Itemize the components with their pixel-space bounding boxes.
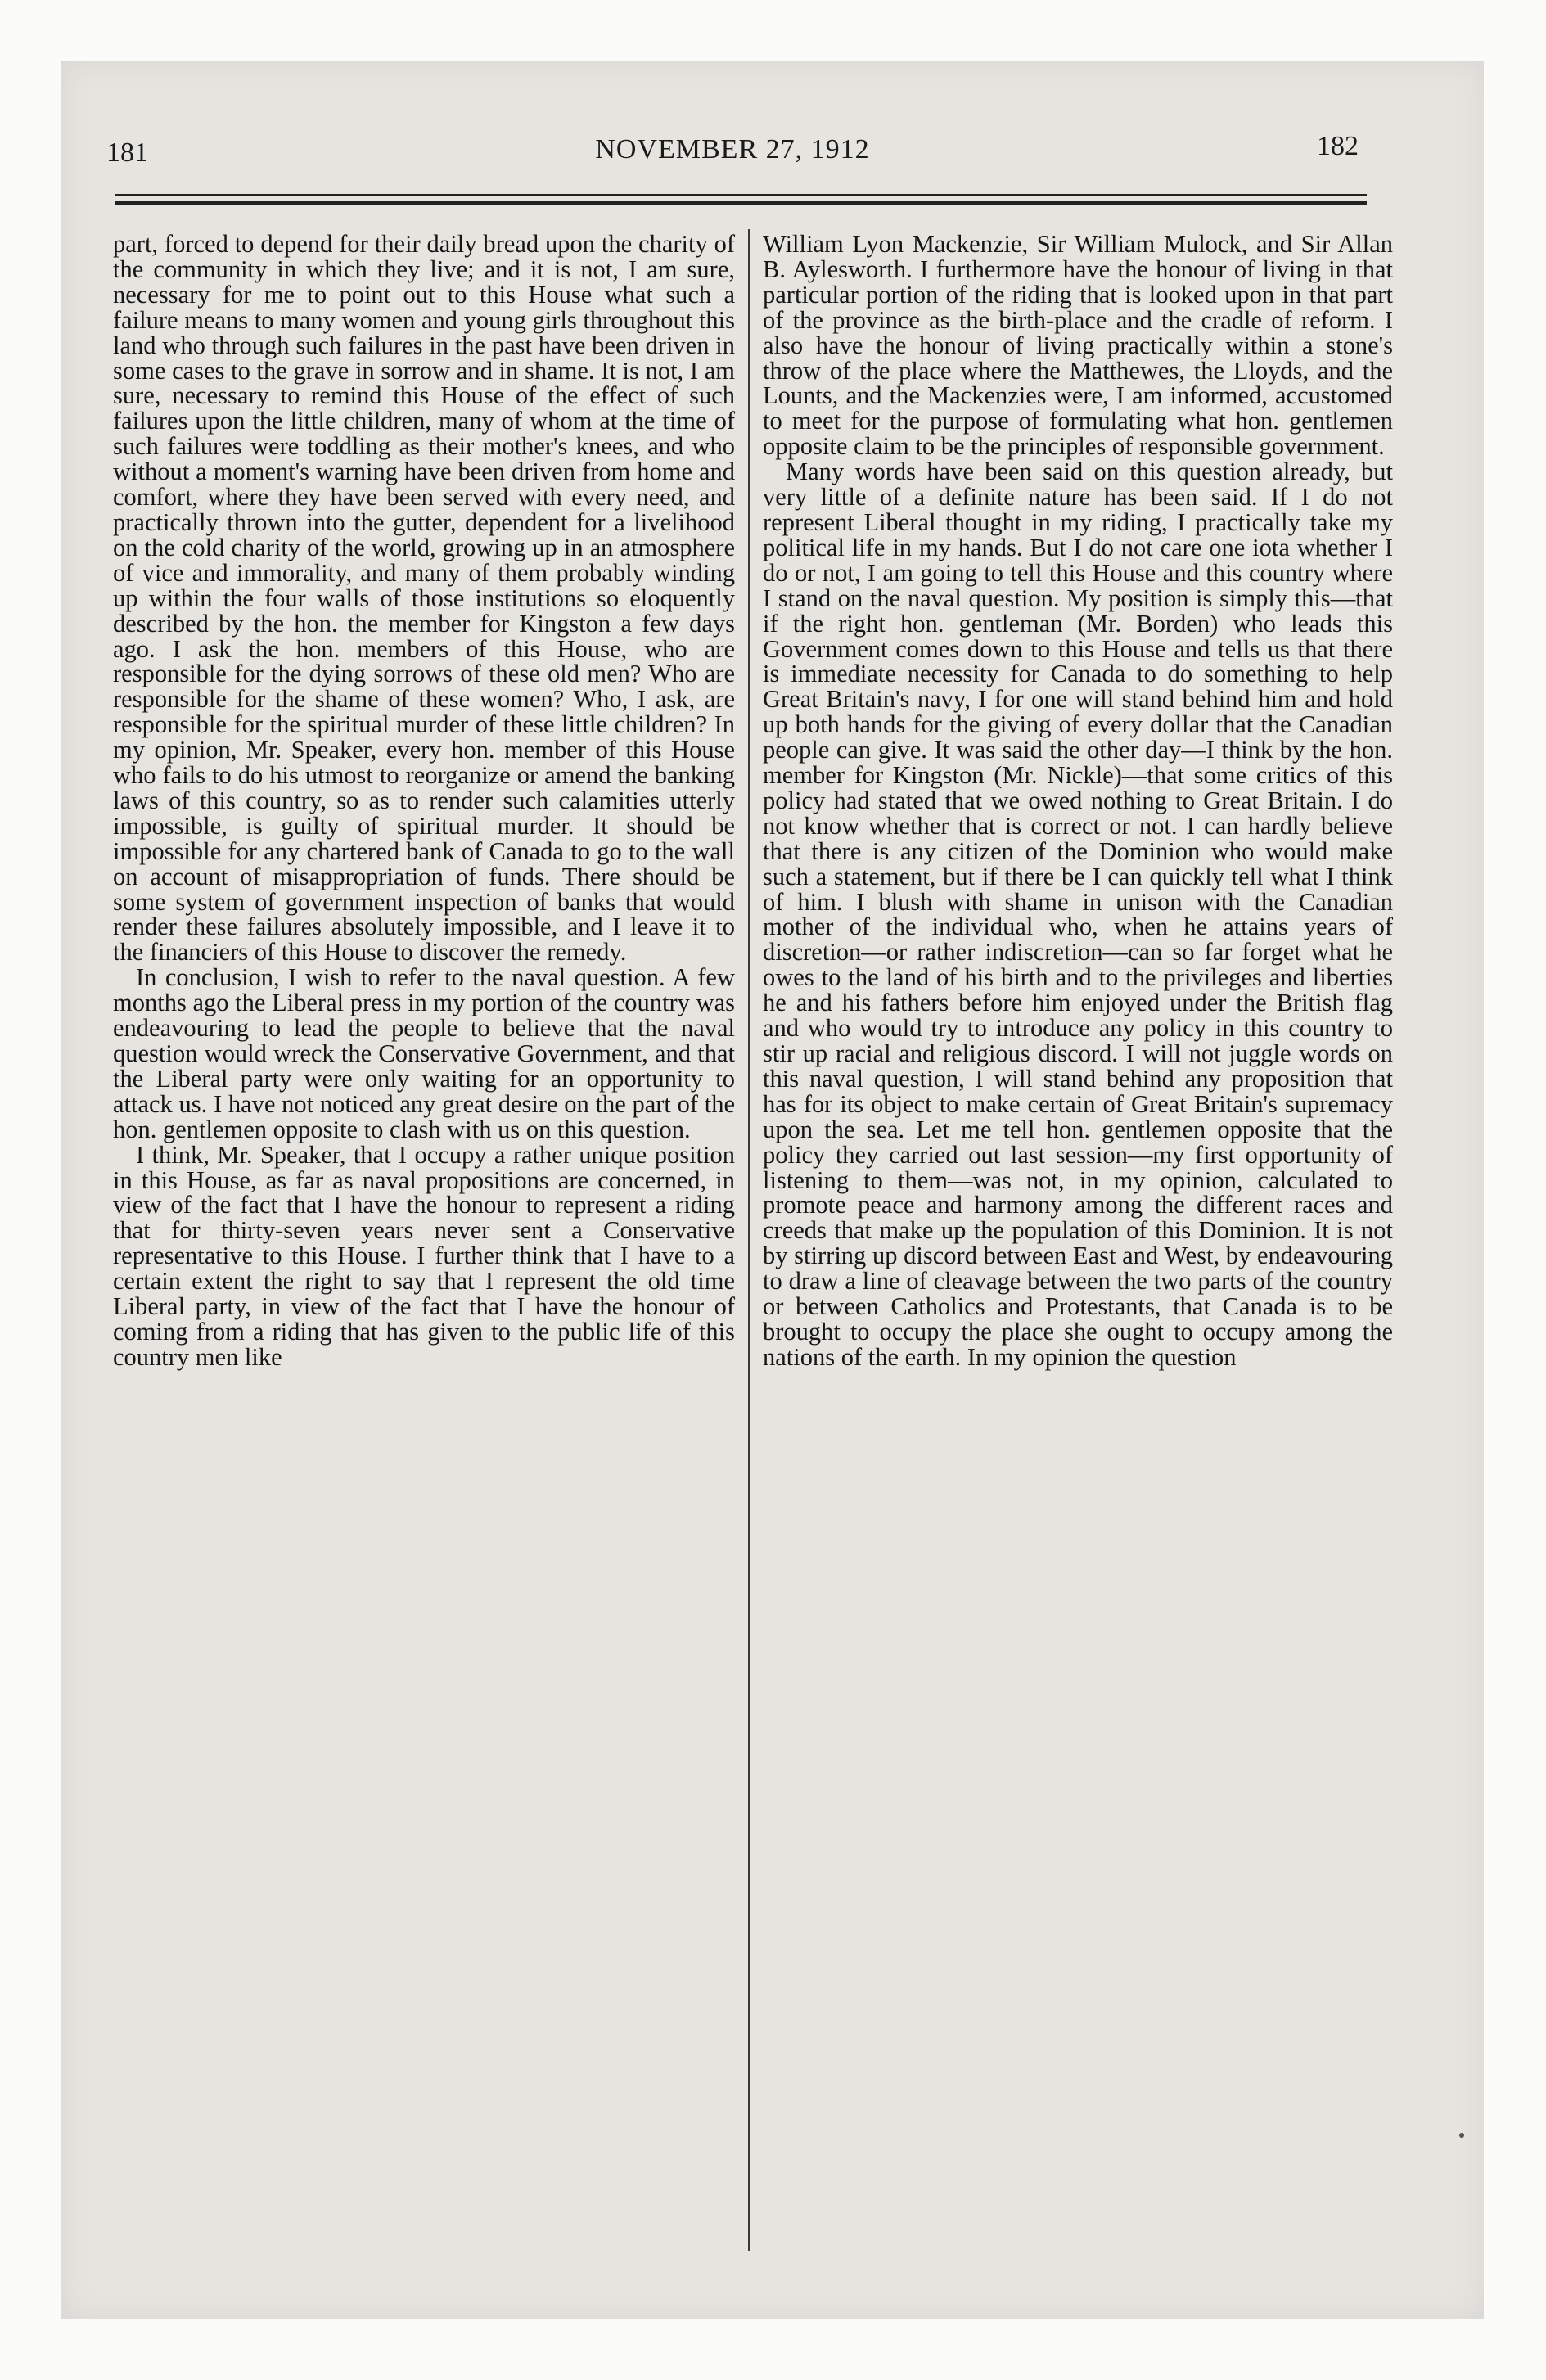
header-rule-thick (115, 201, 1367, 205)
header-rule-thin (115, 194, 1367, 196)
left-column (113, 232, 735, 1370)
column-divider (748, 229, 750, 2251)
header-date: NOVEMBER 27, 1912 (595, 134, 870, 165)
page-number-right: 182 (1317, 131, 1359, 161)
right-column (763, 232, 1393, 1370)
scan-speck (1459, 2133, 1464, 2138)
paragraph: part, forced to depend for their daily bread upon the charity of the community in which they live; and it is not, I am sure, necessary for me to point out to this House what such a failure means to many women and young girls throughout this land who through such failures in the past have been driven in some cases to the grave in sorrow and in shame. It is not, I am sure, necessary to remind this House of the effect of such failures upon the little children, many of whom at the time of such failures were toddling as their mother's knees, and who without a moment's warning have been driven from home and comfort, where they have been served with every need, and practically thrown into the gutter, dependent for a livelihood on the cold charity of the world, growing up in an atmosphere of vice and immorality, and many of them probably winding up within the four walls of those institutions so eloquently described by the hon. the member for Kingston a few days ago. I ask the hon. members of this House, who are responsible for the dying sorrows of these old men? Who are responsible for the shame of these women? Who, I ask, are responsible for the spiritual murder of these little children? In my opinion, Mr. Speaker, every hon. member of this House who fails to do his utmost to reorganize or amend the banking laws of this country, so as to render such calamities utterly impossible, is guilty of spiritual murder. It should be impossible for any chartered bank of Canada to go to the wall on account of misappropriation of funds. There should be some system of government inspection of banks that would render these failures absolutely impossible, and I leave it to the financiers of this House to discover the remedy. (113, 230, 735, 967)
page-header (106, 123, 1359, 172)
paragraph: Many words have been said on this question already, but very little of a definite nature has been said. If I do not represent Liberal thought in my riding, I practically take my political life in my hands. But I do not care one iota whether I do or not, I am going to tell this House and this country where I stand on the naval question. My position is simply this—that if the right hon. gentleman (Mr. Borden) who leads this Government comes down to this House and tells us that there is immediate necessity for Canada to do something to help Great Britain's navy, I for one will stand behind him and hold up both hands for the giving of every dollar that the Canadian people can give. It was said the other day—I think by the hon. member for Kingston (Mr. Nickle)—that some critics of this policy had stated that we owed nothing to Great Britain. I do not know whether that is correct or not. I can hardly believe that there is any citizen of the Dominion who would make such a statement, but if there be I can quickly tell what I think of him. I blush with shame in unison with the Canadian mother of the individual who, when he attains years of discretion—or rather indiscretion—can so far forget what he owes to the land of his birth and to the privileges and liberties he and his fathers before him enjoyed under the British flag and who would try to introduce any policy in this country to stir up racial and religious discord. I will not juggle words on this naval question, I will stand behind any proposition that has for its object to make certain of Great Britain's supremacy upon the sea. Let me tell hon. gentlemen opposite that the policy they carried out last session—my first opportunity of listening to them—was not, in my opinion, calculated to promote peace and harmony among the different races and creeds that make up the population of this Dominion. It is not by stirring up discord between East and West, by endeavouring to draw a line of cleavage between the two parts of the country or between Catholics and Protestants, that Canada is to be brought to occupy the place she ought to occupy among the nations of the earth. In my opinion the question (763, 458, 1393, 1371)
page-number-left: 181 (106, 137, 148, 168)
paragraph: I think, Mr. Speaker, that I occupy a rather unique position in this House, as far as naval propositions are concerned, in view of the fact that I have the honour to represent a riding that for thirty-seven years never sent a Conservative representative to this House. I further think that I have to a certain extent the right to say that I represent the old time Liberal party, in view of the fact that I have the honour of coming from a riding that has given to the public life of this country men like (113, 1140, 735, 1371)
paragraph: William Lyon Mackenzie, Sir William Mulock, and Sir Allan B. Aylesworth. I furthermore have the honour of living in that particular portion of the riding that is looked upon in that part of the province as the birth-place and the cradle of reform. I also have the honour of living practically within a stone's throw of the place where the Matthewes, the Lloyds, and the Lounts, and the Mackenzies were, I am informed, accustomed to meet for the purpose of formulating what hon. gentlemen opposite claim to be the principles of responsible government. (763, 230, 1393, 461)
paragraph: In conclusion, I wish to refer to the naval question. A few months ago the Liberal press in my portion of the country was endeavouring to lead the people to believe that the naval question would wreck the Conservative Government, and that the Liberal party were only waiting for an opportunity to attack us. I have not noticed any great desire on the part of the hon. gentlemen opposite to clash with us on this question. (113, 963, 735, 1143)
